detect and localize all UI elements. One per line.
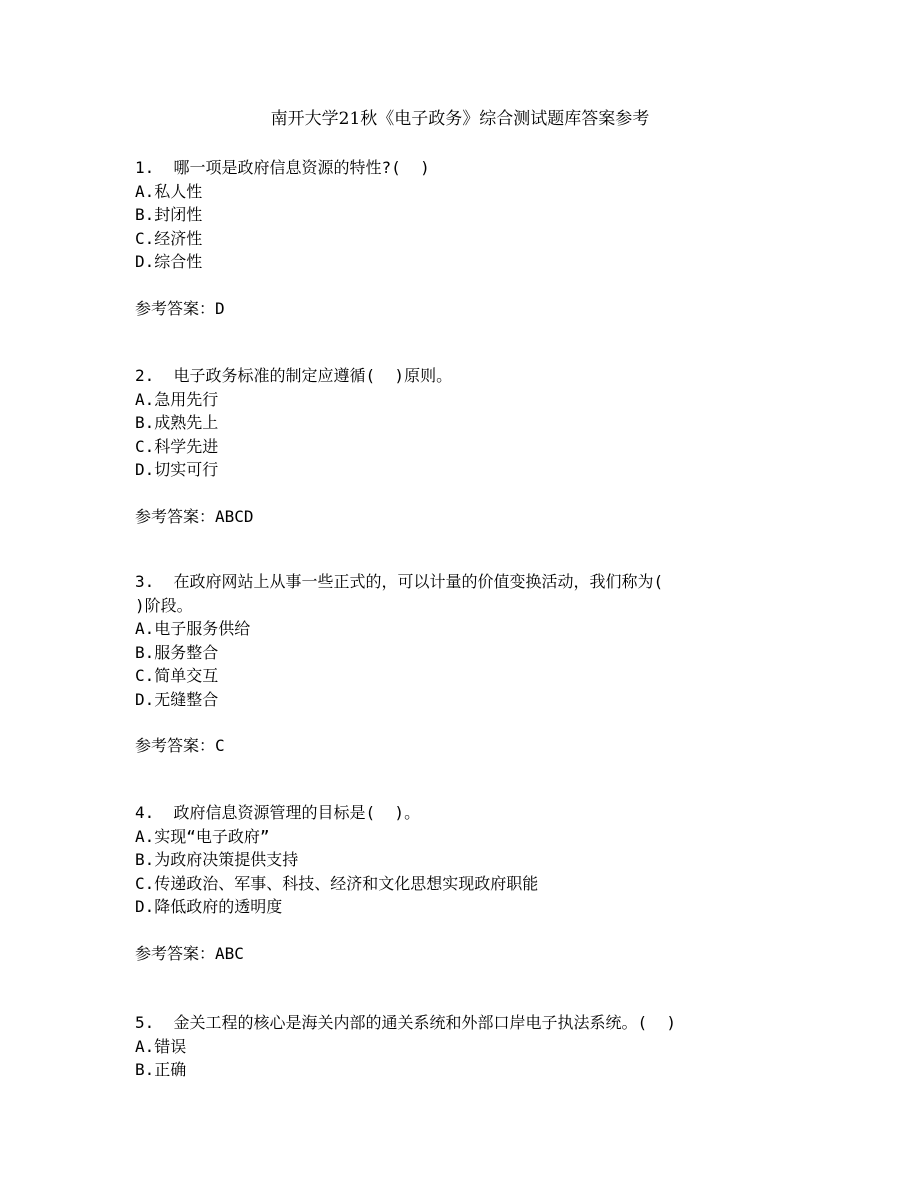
reference-answer: 参考答案：C (135, 736, 225, 755)
option-c: C.传递政治、军事、科技、经济和文化思想实现政府职能 (135, 873, 539, 893)
option-d: D.切实可行 (135, 460, 219, 479)
option-b: B.为政府决策提供支持 (135, 850, 299, 869)
option-b: B.封闭性 (135, 205, 203, 224)
option-d: D.降低政府的透明度 (135, 897, 283, 916)
option-c: C.科学先进 (135, 436, 219, 456)
question-text: 1. 哪一项是政府信息资源的特性?( ) (135, 158, 430, 177)
question-1 (135, 156, 735, 320)
option-b: B.正确 (135, 1060, 187, 1079)
option-c: C.简单交互 (135, 666, 219, 685)
option-a: A.错误 (135, 1036, 187, 1056)
question-text: 3. 在政府网站上从事一些正式的，可以计量的价值变换活动，我们称为( )阶段。 (135, 572, 664, 615)
option-d: D.无缝整合 (135, 689, 219, 709)
option-c: C.经济性 (135, 228, 203, 248)
option-a: A.急用先行 (135, 389, 219, 409)
option-d: D.综合性 (135, 252, 203, 271)
question-text: 2. 电子政务标准的制定应遵循( )原则。 (135, 366, 453, 385)
option-b: B.成熟先上 (135, 413, 219, 432)
question-text: 5. 金关工程的核心是海关内部的通关系统和外部口岸电子执法系统。( ) (135, 1013, 677, 1032)
option-a: A.电子服务供给 (135, 619, 251, 638)
question-5 (135, 1011, 735, 1082)
option-a: A.私人性 (135, 181, 203, 201)
question-2 (135, 364, 735, 528)
question-text: 4. 政府信息资源管理的目标是( )。 (135, 803, 421, 822)
option-a: A.实现“电子政府” (135, 826, 270, 846)
reference-answer: 参考答案：ABCD (135, 506, 254, 526)
reference-answer: 参考答案：ABC (135, 943, 244, 963)
option-b: B.服务整合 (135, 642, 219, 662)
question-4 (135, 801, 735, 965)
reference-answer: 参考答案：D (135, 298, 225, 318)
document-title: 南开大学21秋《电子政务》综合测试题库答案参考 (270, 109, 650, 129)
question-3 (135, 570, 735, 758)
